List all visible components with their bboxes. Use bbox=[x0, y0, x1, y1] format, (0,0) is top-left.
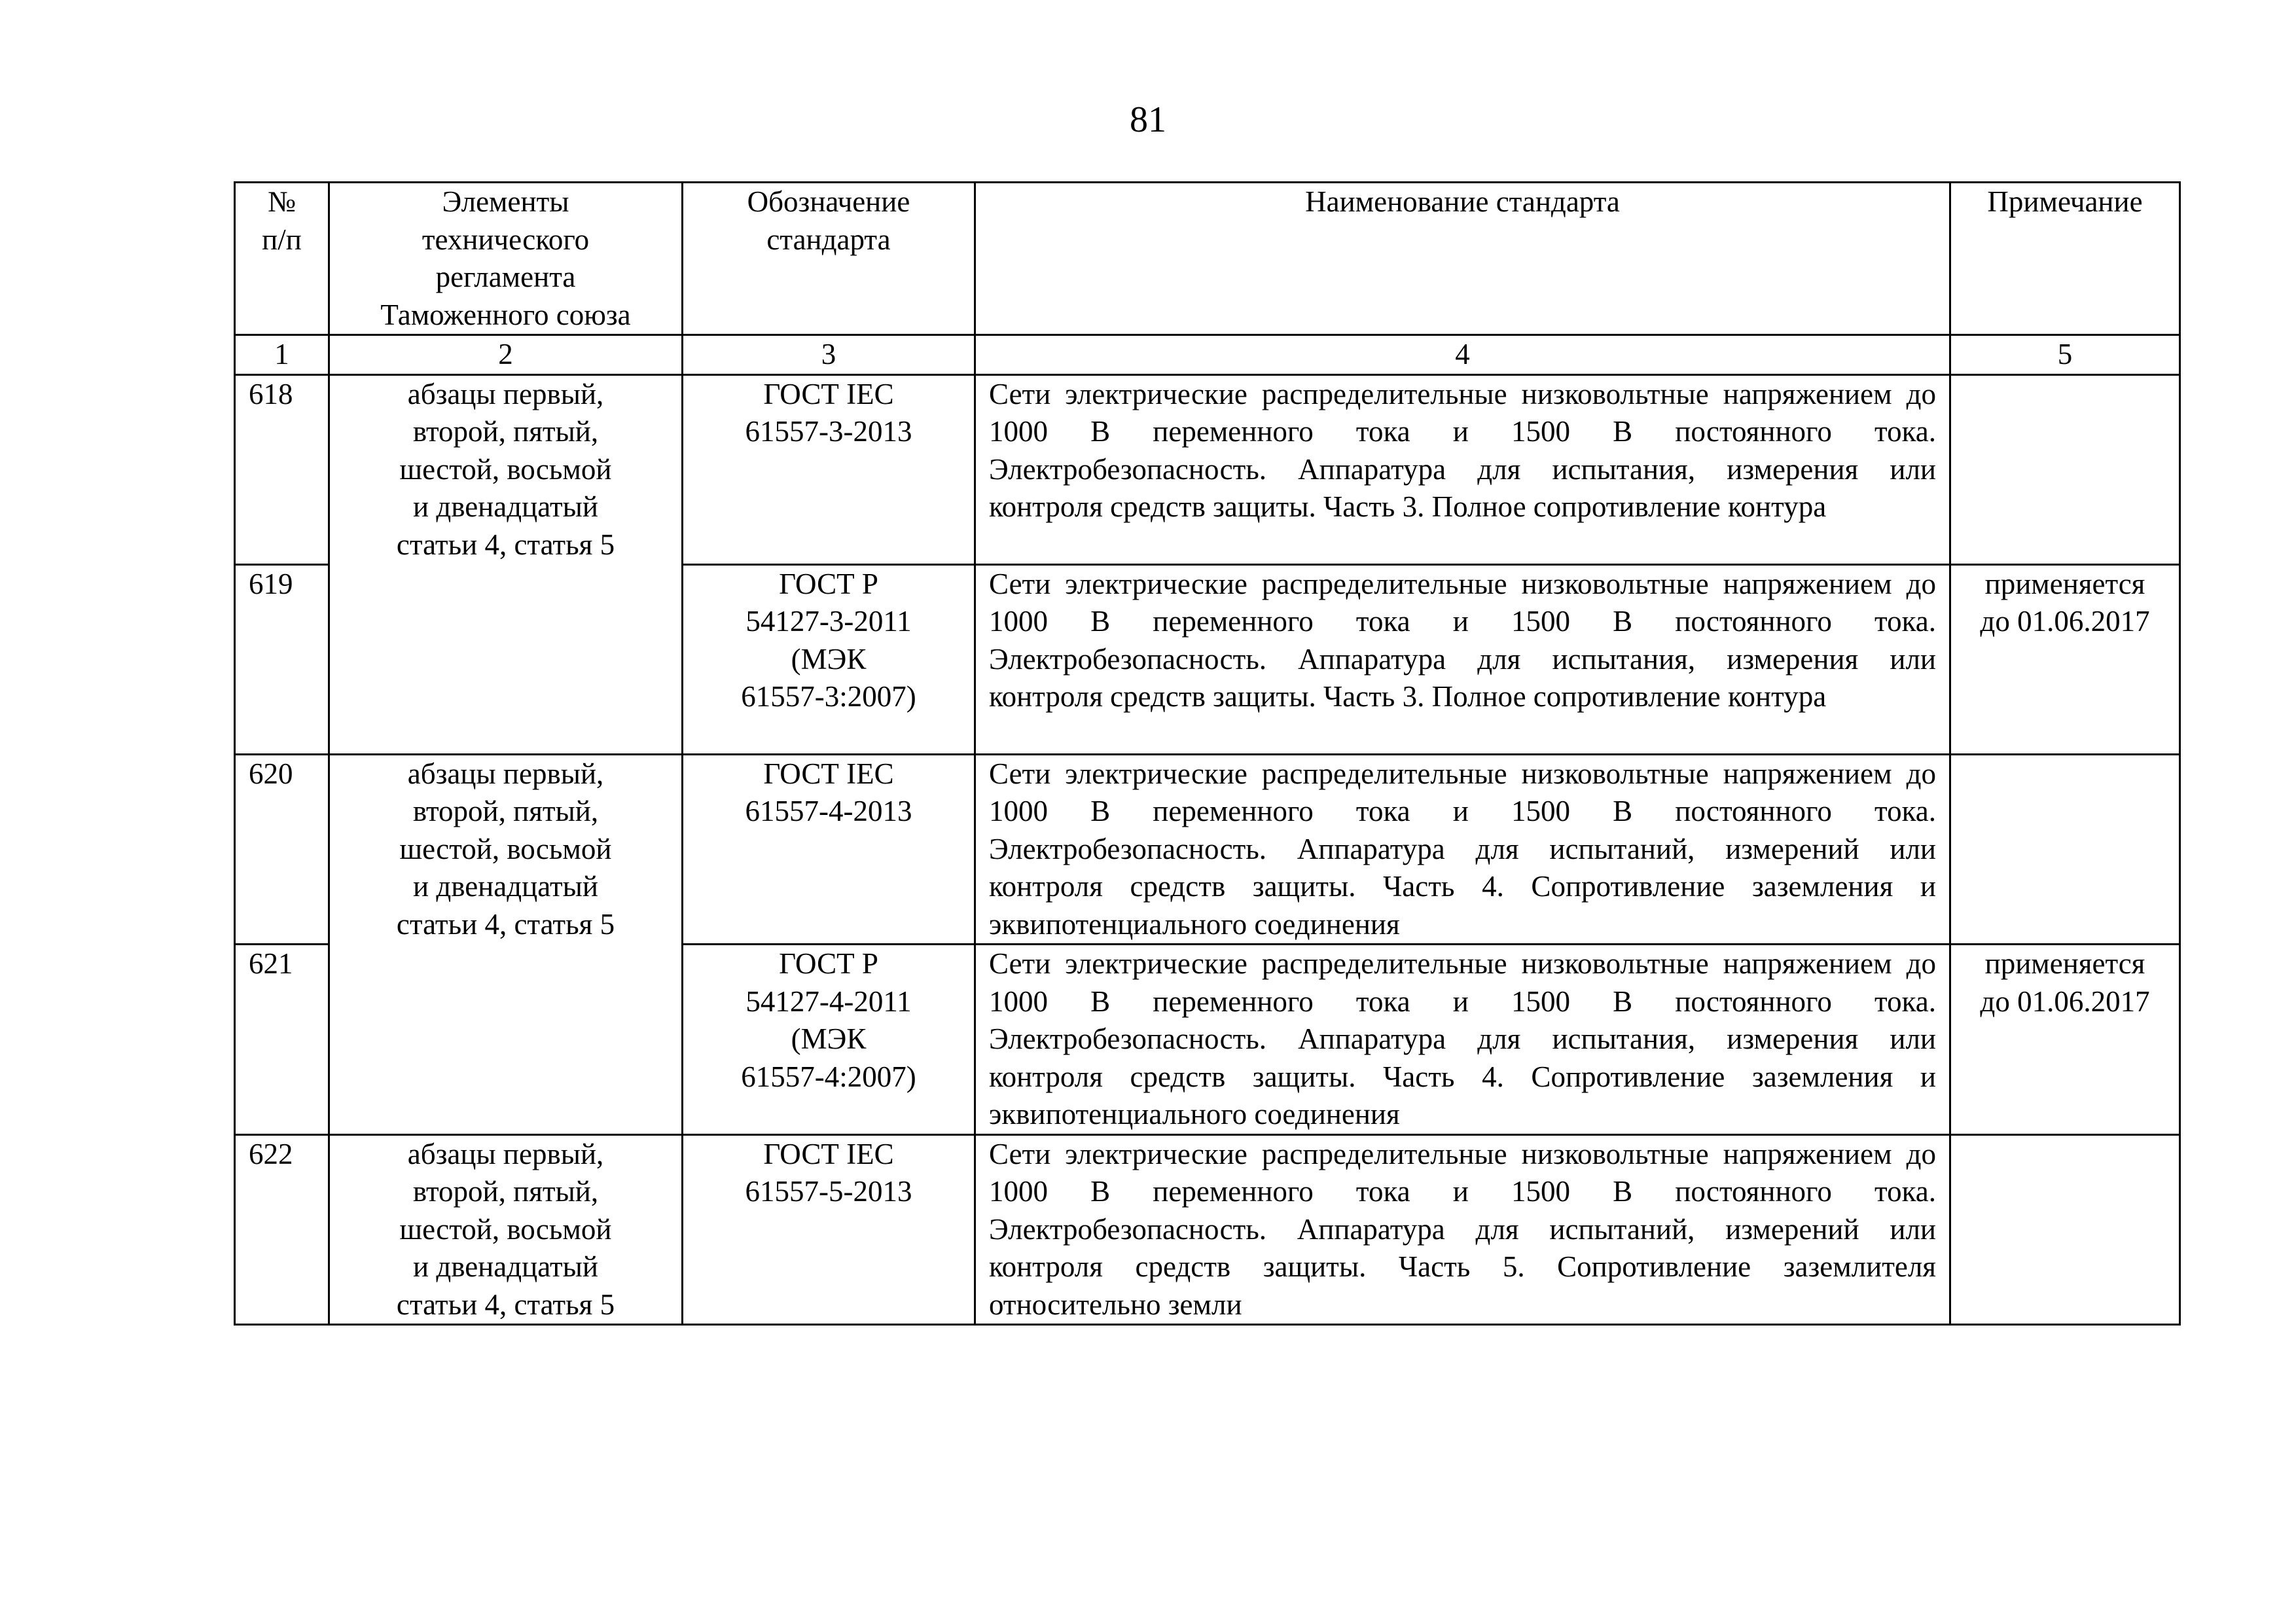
elements-line: второй, пятый, bbox=[412, 1175, 599, 1208]
elements-line: и двенадцатый bbox=[412, 490, 598, 523]
standard-code bbox=[683, 754, 975, 945]
code-line: 61557-3:2007) bbox=[741, 680, 916, 713]
header-note: Примечание bbox=[1950, 183, 2180, 335]
regulation-elements bbox=[329, 374, 683, 754]
standard-title: Сети электрические распределительные низковольтные напряжением до 1000 В переменного тока и 1500 В постоянного тока. Электробезопасность. Аппаратура для испытаний, измерений или контроля средств защиты. Часть 5. Сопротивление заземлителя относительно земли bbox=[975, 1134, 1950, 1325]
header-line: Элементы bbox=[442, 185, 569, 218]
elements-line: шестой, восьмой bbox=[399, 452, 612, 486]
code-line: 61557-3-2013 bbox=[745, 415, 912, 448]
header-code bbox=[683, 183, 975, 335]
standard-code bbox=[683, 564, 975, 754]
header-elements bbox=[329, 183, 683, 335]
note-cell bbox=[1950, 564, 2180, 754]
column-number: 1 bbox=[235, 335, 329, 375]
page-number: 81 bbox=[1130, 99, 1166, 140]
code-line: 54127-3-2011 bbox=[745, 605, 912, 638]
elements-line: абзацы первый, bbox=[407, 757, 604, 790]
note-line: применяется bbox=[1984, 567, 2145, 600]
column-number: 4 bbox=[975, 335, 1950, 375]
code-line: ГОСТ IEC bbox=[763, 757, 894, 790]
header-line: технического bbox=[422, 223, 590, 256]
code-line: (МЭК bbox=[791, 1022, 867, 1055]
elements-line: статьи 4, статья 5 bbox=[396, 528, 615, 561]
row-number: 622 bbox=[235, 1134, 329, 1325]
table-row bbox=[235, 754, 2180, 945]
note-line: до 01.06.2017 bbox=[1980, 605, 2150, 638]
header-title: Наименование стандарта bbox=[975, 183, 1950, 335]
standard-title: Сети электрические распределительные низковольтные напряжением до 1000 В переменного тока и 1500 В постоянного тока. Электробезопасность. Аппаратура для испытаний, измерений или контроля средств защиты. Часть 4. Сопротивление заземления и эквипотенциального соединения bbox=[975, 754, 1950, 945]
note-line: применяется bbox=[1984, 947, 2145, 980]
elements-line: шестой, восьмой bbox=[399, 1212, 612, 1246]
elements-line: абзацы первый, bbox=[407, 1137, 604, 1170]
elements-line: второй, пятый, bbox=[412, 795, 599, 827]
elements-line: второй, пятый, bbox=[412, 415, 599, 448]
elements-line: статьи 4, статья 5 bbox=[396, 1288, 615, 1321]
elements-line: шестой, восьмой bbox=[399, 832, 612, 865]
standard-title: Сети электрические распределительные низковольтные напряжением до 1000 В переменного тока и 1500 В постоянного тока. Электробезопасность. Аппаратура для испытания, измерения или контроля средств защиты. Часть 3. Полное сопротивление контура bbox=[975, 374, 1950, 564]
regulation-elements bbox=[329, 754, 683, 1134]
header-line: стандарта bbox=[766, 223, 891, 256]
table-row bbox=[235, 1134, 2180, 1325]
note-cell bbox=[1950, 754, 2180, 945]
code-line: 61557-5-2013 bbox=[745, 1175, 912, 1208]
elements-line: и двенадцатый bbox=[412, 1250, 598, 1283]
note-line: до 01.06.2017 bbox=[1980, 984, 2150, 1018]
code-line: 61557-4-2013 bbox=[745, 795, 912, 827]
code-line: ГОСТ IEC bbox=[763, 377, 894, 410]
note-cell bbox=[1950, 374, 2180, 564]
column-number: 2 bbox=[329, 335, 683, 375]
code-line: (МЭК bbox=[791, 642, 867, 676]
header-line: п/п bbox=[262, 223, 302, 256]
note-cell bbox=[1950, 945, 2180, 1135]
row-number: 621 bbox=[235, 945, 329, 1135]
standard-title: Сети электрические распределительные низковольтные напряжением до 1000 В переменного тока и 1500 В постоянного тока. Электробезопасность. Аппаратура для испытания, измерения или контроля средств защиты. Часть 4. Сопротивление заземления и эквипотенциального соединения bbox=[975, 945, 1950, 1135]
header-line: регламента bbox=[435, 261, 576, 293]
column-numbers-row bbox=[235, 335, 2180, 375]
regulation-elements bbox=[329, 1134, 683, 1325]
code-line: ГОСТ IEC bbox=[763, 1137, 894, 1170]
code-line: 61557-4:2007) bbox=[741, 1060, 916, 1093]
elements-line: абзацы первый, bbox=[407, 377, 604, 410]
standard-code bbox=[683, 1134, 975, 1325]
header-num bbox=[235, 183, 329, 335]
column-number: 5 bbox=[1950, 335, 2180, 375]
column-number: 3 bbox=[683, 335, 975, 375]
elements-line: статьи 4, статья 5 bbox=[396, 907, 615, 941]
row-number: 619 bbox=[235, 564, 329, 754]
row-number: 618 bbox=[235, 374, 329, 564]
table-row bbox=[235, 374, 2180, 564]
note-cell bbox=[1950, 1134, 2180, 1325]
standard-code bbox=[683, 374, 975, 564]
header-row bbox=[235, 183, 2180, 335]
standard-code bbox=[683, 945, 975, 1135]
standards-table bbox=[234, 181, 2181, 1326]
header-line: Обозначение bbox=[747, 185, 910, 218]
code-line: 54127-4-2011 bbox=[745, 984, 912, 1018]
elements-line: и двенадцатый bbox=[412, 870, 598, 903]
code-line: ГОСТ Р bbox=[779, 567, 878, 600]
code-line: ГОСТ Р bbox=[779, 947, 878, 980]
row-number: 620 bbox=[235, 754, 329, 945]
standard-title: Сети электрические распределительные низковольтные напряжением до 1000 В переменного тока и 1500 В постоянного тока. Электробезопасность. Аппаратура для испытания, измерения или контроля средств защиты. Часть 3. Полное сопротивление контура bbox=[975, 564, 1950, 754]
header-line: № bbox=[268, 185, 296, 218]
header-line: Таможенного союза bbox=[380, 298, 631, 331]
